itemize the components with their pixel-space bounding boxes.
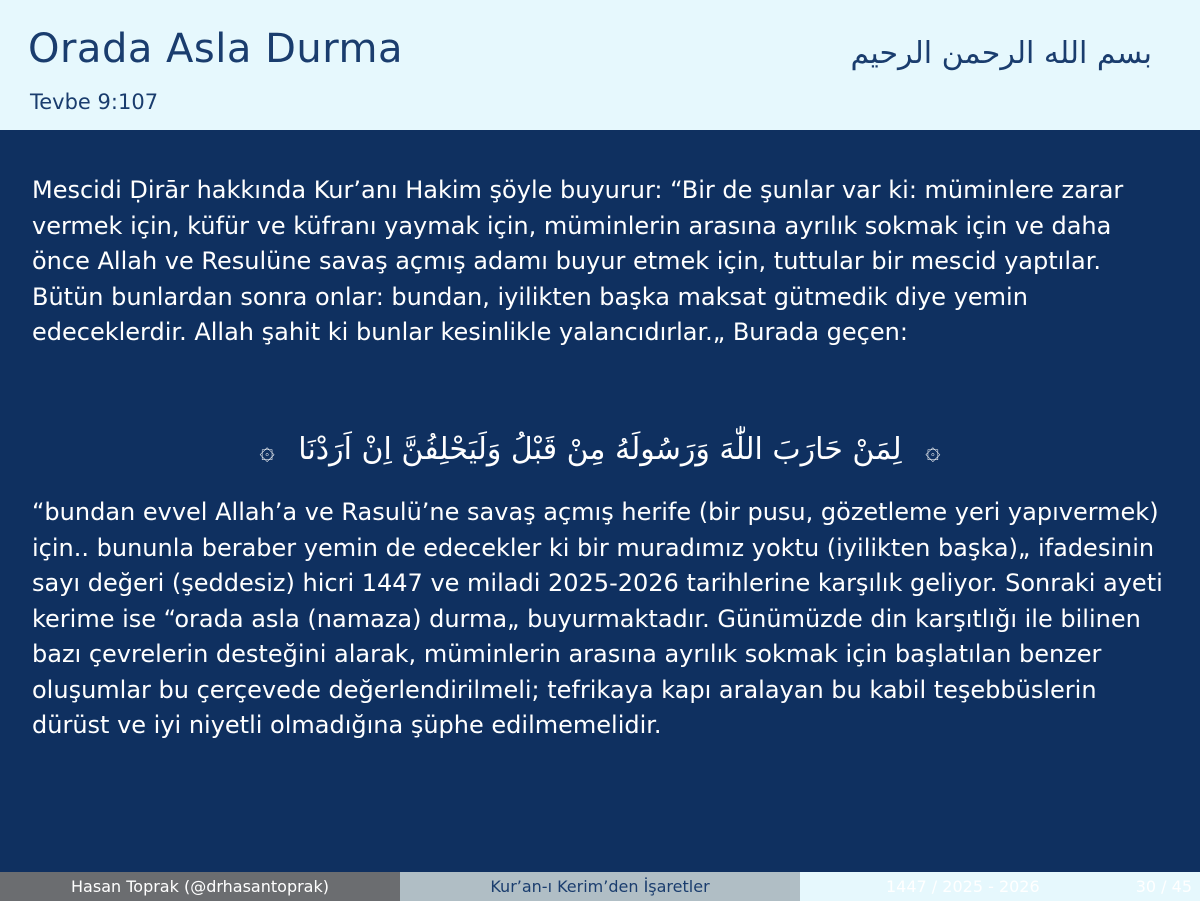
- footer-info: [800, 872, 1200, 901]
- slide-header: [0, 0, 1200, 130]
- verse-reference: Tevbe 9:107: [30, 90, 159, 114]
- footer-author: Hasan Toprak (@drhasantoprak): [0, 872, 400, 901]
- slide-body: [0, 130, 1200, 872]
- footer-page-number: 30 / 45: [1135, 877, 1192, 896]
- arabic-verse: [0, 430, 1200, 471]
- verse-text: لِمَنْ حَارَبَ اللّٰهَ وَرَسُولَهُ مِنْ قَبْلُ وَلَيَحْلِفُنَّ اِنْ اَرَدْنَا: [298, 432, 902, 467]
- basmala: بسم الله الرحمن الرحيم: [850, 36, 1152, 71]
- footer-dates: 1447 / 2025 - 2026: [886, 877, 1040, 896]
- footer-series: Kur’an-ı Kerim’den İşaretler: [400, 872, 800, 901]
- slide-footer: [0, 872, 1200, 901]
- verse-ornament-left-icon: ۞: [259, 435, 275, 466]
- paragraph-intro: Mescidi Ḍirār hakkında Kur’anı Hakim şöyle buyurur: “Bir de şunlar var ki: müminlere zarar vermek için, küfür ve küfranı yaymak için, müminlerin arasına ayrılık sokmak için ve daha önce Allah ve Resulüne savaş açmış adamı buyur etmek için, tuttular bir mescid yaptılar. Bütün bunlardan sonra onlar: bundan, iyilikten başka maksat gütmedik diye yemin edeceklerdir. Allah şahit ki bunlar kesinlikle yalancıdırlar.„ Burada geçen:: [32, 176, 1124, 346]
- verse-ornament-right-icon: ۞: [925, 435, 941, 466]
- slide-title: Orada Asla Durma: [28, 26, 403, 72]
- paragraph-explanation: “bundan evvel Allah’a ve Rasulü’ne savaş açmış herife (bir pusu, gözetleme yeri yapıvermek) için.. bununla beraber yemin de edecekler ki bir muradımız yoktu (iyilikten başka)„ ifadesinin sayı değeri (şeddesiz) hicri 1447 ve miladi 2025-2026 tarihlerine karşılık geliyor. Sonraki ayeti kerime ise “orada asla (namaza) durma„ buyurmaktadır. Günümüzde din karşıtlığı ile bilinen bazı çevrelerin desteğini alarak, müminlerin arasına ayrılık sokmak için başlatılan benzer oluşumlar bu çerçevede değerlendirilmeli; tefrikaya kapı aralayan bu kabil teşebbüslerin dürüst ve iyi niyetli olmadığına şüphe edilmemelidir.: [32, 498, 1163, 739]
